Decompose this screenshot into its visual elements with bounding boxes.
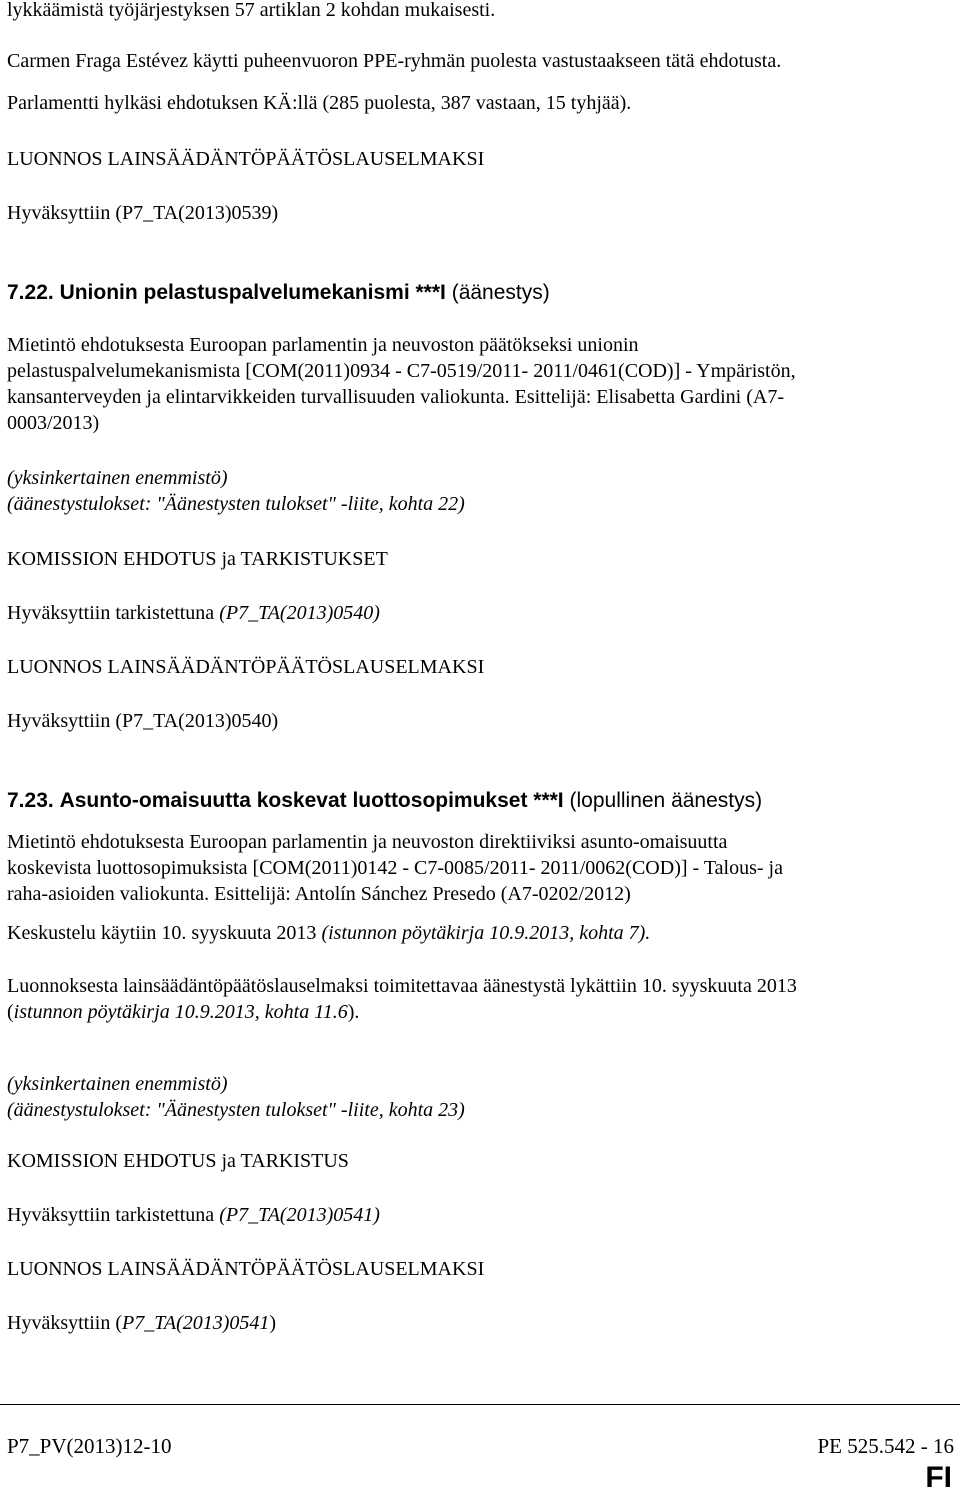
paren-open: ( xyxy=(7,1001,14,1023)
continuation-text: lykkäämistä työjärjestyksen 57 artiklan 2 kohdan mukaisesti. xyxy=(7,0,496,21)
debate-note xyxy=(7,920,650,946)
footer-divider xyxy=(0,1404,960,1405)
item-title: Asunto-omaisuutta koskevat luottosopimukset ***I xyxy=(59,789,564,812)
commission-proposal-heading: KOMISSION EHDOTUS ja TARKISTUS xyxy=(7,1150,349,1172)
postponed-line: Luonnoksesta lainsäädäntöpäätöslauselmaksi toimitettavaa äänestystä lykättiin 10. syyskuuta 2013 xyxy=(7,975,797,997)
draft-resolution-heading: LUONNOS LAINSÄÄDÄNTÖPÄÄTÖSLAUSELMAKSI xyxy=(7,656,485,678)
report-line: raha-asioiden valiokunta. Esittelijä: Antolín Sánchez Presedo (A7-0202/2012) xyxy=(7,883,631,905)
adopted-close: ) xyxy=(269,1312,277,1334)
draft-resolution-heading: LUONNOS LAINSÄÄDÄNTÖPÄÄTÖSLAUSELMAKSI xyxy=(7,148,485,170)
adopted-text: Hyväksyttiin (P7_TA(2013)0539) xyxy=(7,202,279,224)
adopted-label: Hyväksyttiin ( xyxy=(7,1312,122,1334)
vote-type: (lopullinen äänestys) xyxy=(569,789,763,812)
document-reference: P7_PV(2013)12-10 xyxy=(7,1434,172,1458)
adopted-amended-label: Hyväksyttiin tarkistettuna xyxy=(7,602,215,624)
adopted-amended xyxy=(7,600,380,626)
majority-note: (yksinkertainen enemmistö) xyxy=(7,1073,228,1095)
vote-type: (äänestys) xyxy=(451,281,550,304)
item-number: 7.23. xyxy=(7,789,54,812)
majority-note: (yksinkertainen enemmistö) xyxy=(7,467,228,489)
results-note: (äänestystulokset: "Äänestysten tulokset" -liite, kohta 22) xyxy=(7,493,465,515)
adopted-text: Hyväksyttiin (P7_TA(2013)0540) xyxy=(7,710,279,732)
adopted-amended-label: Hyväksyttiin tarkistettuna xyxy=(7,1204,215,1226)
report-line: koskevista luottosopimuksista [COM(2011)0142 - C7-0085/2011- 2011/0062(COD)] - Talous- ja xyxy=(7,857,783,879)
commission-proposal-heading: KOMISSION EHDOTUS ja TARKISTUKSET xyxy=(7,548,388,570)
debate-ref: (istunnon pöytäkirja 10.9.2013, kohta 7). xyxy=(321,922,651,944)
report-line: pelastuspalvelumekanismista [COM(2011)0934 - C7-0519/2011- 2011/0461(COD)] - Ympäristön, xyxy=(7,360,796,382)
language-code: FI xyxy=(925,1461,952,1494)
adopted-text xyxy=(7,1310,276,1336)
item-heading-7-22 xyxy=(7,280,550,306)
item-heading-7-23 xyxy=(7,788,762,814)
item-number: 7.22. xyxy=(7,281,54,304)
paren-close: ). xyxy=(347,1001,360,1023)
postponed-ref: istunnon pöytäkirja 10.9.2013, kohta 11.6 xyxy=(13,1001,348,1023)
page-reference: PE 525.542 - 16 xyxy=(817,1434,954,1458)
adopted-amended xyxy=(7,1202,380,1228)
report-line: kansanterveyden ja elintarvikkeiden turvallisuuden valiokunta. Esittelijä: Elisabetta Gardini (A7- xyxy=(7,386,784,408)
report-line: Mietintö ehdotuksesta Euroopan parlamentin ja neuvoston direktiiviksi asunto-omaisuutta xyxy=(7,831,728,853)
vote-outcome: Parlamentti hylkäsi ehdotuksen KÄ:llä (285 puolesta, 387 vastaan, 15 tyhjää). xyxy=(7,92,632,114)
report-line: 0003/2013) xyxy=(7,412,100,434)
item-title: Unionin pelastuspalvelumekanismi ***I xyxy=(59,281,446,304)
results-note: (äänestystulokset: "Äänestysten tulokset" -liite, kohta 23) xyxy=(7,1099,465,1121)
adopted-amended-ref: (P7_TA(2013)0541) xyxy=(219,1204,380,1226)
postponed-line xyxy=(7,999,359,1025)
adopted-ref: P7_TA(2013)0541 xyxy=(122,1312,270,1334)
speaker-statement: Carmen Fraga Estévez käytti puheenvuoron PPE-ryhmän puolesta vastustaakseen tätä ehdotusta. xyxy=(7,50,782,72)
debate-text: Keskustelu käytiin 10. syyskuuta 2013 xyxy=(7,922,317,944)
draft-resolution-heading: LUONNOS LAINSÄÄDÄNTÖPÄÄTÖSLAUSELMAKSI xyxy=(7,1258,485,1280)
report-line: Mietintö ehdotuksesta Euroopan parlamentin ja neuvoston päätökseksi unionin xyxy=(7,334,639,356)
adopted-amended-ref: (P7_TA(2013)0540) xyxy=(219,602,380,624)
